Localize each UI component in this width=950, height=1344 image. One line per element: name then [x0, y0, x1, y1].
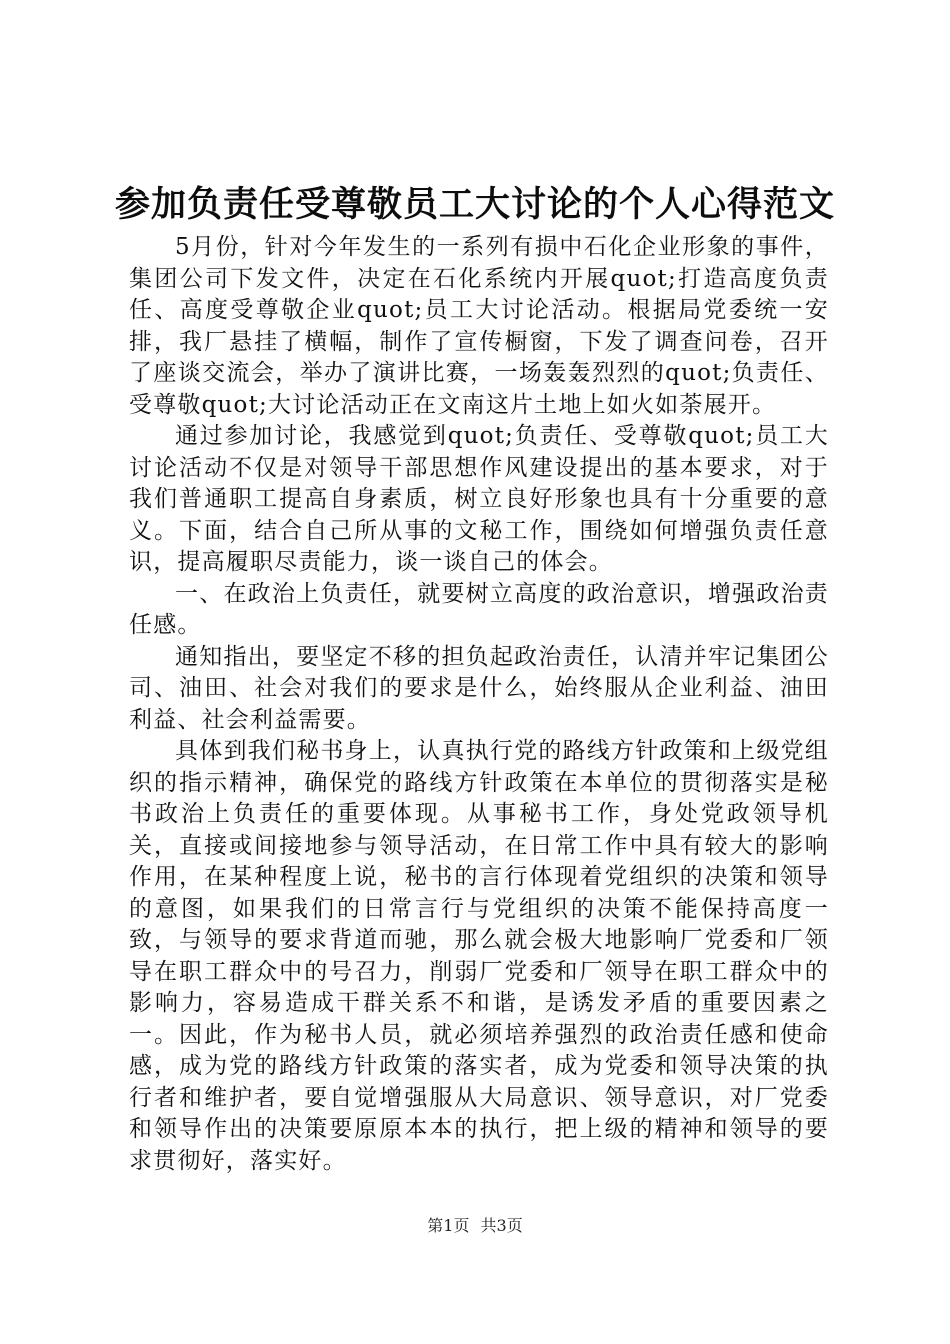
document-title: 参加负责任受尊敬员工大讨论的个人心得范文: [114, 184, 835, 225]
paragraph-5: 具体到我们秘书身上，认真执行党的路线方针政策和上级党组织的指示精神，确保党的路线方针政策在本单位的贯彻落实是秘书政治上负责任的重要体现。从事秘书工作，身处党政领导机关，直接或间接地参与领导活动，在日常工作中具有较大的影响作用，在某种程度上说，秘书的言行体现着党组织的决策和领导的意图，如果我们的日常言行与党组织的决策不能保持高度一致，与领导的要求背道而驰，那么就会极大地影响厂党委和厂领导在职工群众中的号召力，削弱厂党委和厂领导在职工群众中的影响力，容易造成干群关系不和谐，是诱发矛盾的重要因素之一。因此，作为秘书人员，就必须培养强烈的政治责任感和使命感，成为党的路线方针政策的落实者，成为党委和领导决策的执行者和维护者，要自觉增强服从大局意识、领导意识，对厂党委和领导作出的决策要原原本本的执行，把上级的精神和领导的要求贯彻好，落实好。: [129, 738, 829, 1174]
paragraph-2: 通过参加讨论，我感觉到quot;负责任、受尊敬quot;员工大讨论活动不仅是对领导干部思想作风建设提出的基本要求，对于我们普通职工提高自身素质，树立良好形象也具有十分重要的意义。下面，结合自己所从事的文秘工作，围绕如何增强负责任意识，提高履职尽责能力，谈一谈自己的体会。: [129, 423, 829, 575]
document-body: [129, 232, 829, 1177]
paragraph-3-heading: 一、在政治上负责任，就要树立高度的政治意识，增强政治责任感。: [129, 580, 829, 638]
paragraph-1: 5月份，针对今年发生的一系列有损中石化企业形象的事件，集团公司下发文件，决定在石化系统内开展quot;打造高度负责任、高度受尊敬企业quot;员工大讨论活动。根据局党委统一安排，我厂悬挂了横幅，制作了宣传橱窗，下发了调查问卷，召开了座谈交流会，举办了演讲比赛，一场轰轰烈烈的quot;负责任、受尊敬quot;大讨论活动正在文南这片土地上如火如荼展开。: [129, 234, 829, 418]
paragraph-4: 通知指出，要坚定不移的担负起政治责任，认清并牢记集团公司、油田、社会对我们的要求是什么，始终服从企业利益、油田利益、社会利益需要。: [129, 643, 829, 733]
page-number-footer: 第1页 共3页: [427, 1216, 523, 1235]
